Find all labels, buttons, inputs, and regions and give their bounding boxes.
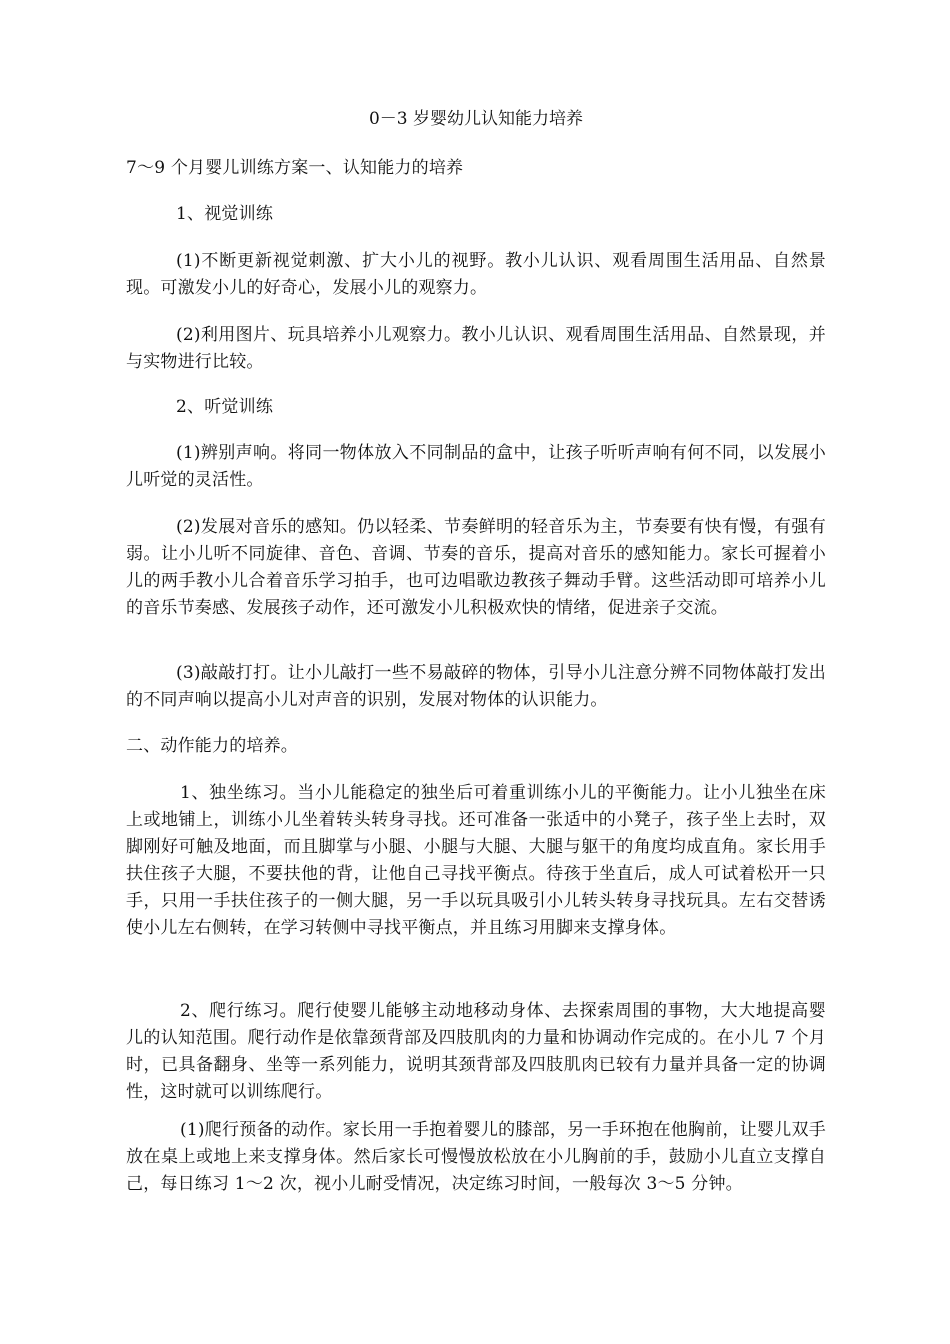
paragraph: 2、爬行练习。爬行使婴儿能够主动地移动身体、去探索周围的事物，大大地提高婴儿的认知范围。爬行动作是依靠颈背部及四肢肌肉的力量和协调动作完成的。在小儿 7 个月时，已具备翻身、坐等一系列能力，说明其颈背部及四肢肌肉已较有力量并具备一定的协调性，这时就可以训练爬行。 bbox=[126, 1001, 826, 1102]
paragraph: (3)敲敲打打。让小儿敲打一些不易敲碎的物体，引导小儿注意分辨不同物体敲打发出的不同声响以提高小儿对声音的识别，发展对物体的认识能力。 bbox=[126, 663, 826, 710]
paragraph: (2)利用图片、玩具培养小儿观察力。教小儿认识、观看周围生活用品、自然景现，并与实物进行比较。 bbox=[126, 325, 826, 372]
subsection-heading: 2、听觉训练 bbox=[176, 397, 274, 417]
paragraph: 1、独坐练习。当小儿能稳定的独坐后可着重训练小儿的平衡能力。让小儿独坐在床上或地铺上，训练小儿坐着转头转身寻找。还可准备一张适中的小凳子，孩子坐上去时，双脚刚好可触及地面，而且脚掌与小腿、小腿与大腿、大腿与躯干的角度均成直角。家长用手扶住孩子大腿，不要扶他的背，让他自己寻找平衡点。待孩于坐直后，成人可试着松开一只手，只用一手扶住孩子的一侧大腿，另一手以玩具吸引小儿转头转身寻找玩具。左右交替诱使小儿左右侧转，在学习转侧中寻找平衡点，并且练习用脚来支撑身体。 bbox=[126, 783, 826, 938]
paragraph: (1)爬行预备的动作。家长用一手抱着婴儿的膝部，另一手环抱在他胸前，让婴儿双手放在桌上或地上来支撑身体。然后家长可慢慢放松放在小儿胸前的手，鼓励小儿直立支撑自己，每日练习 1～2 次，视小儿耐受情况，决定练习时间，一般每次 3～5 分钟。 bbox=[126, 1120, 826, 1194]
paragraph: (2)发展对音乐的感知。仍以轻柔、节奏鲜明的轻音乐为主，节奏要有快有慢，有强有弱。让小儿听不同旋律、音色、音调、节奏的音乐，提高对音乐的感知能力。家长可握着小儿的两手教小儿合着音乐学习拍手，也可边唱歌边教孩子舞动手臂。这些活动即可培养小儿的音乐节奏感、发展孩子动作，还可激发小儿积极欢快的情绪，促进亲子交流。 bbox=[126, 517, 826, 618]
section-heading: 二、动作能力的培养。 bbox=[126, 736, 298, 756]
subsection-heading: 1、视觉训练 bbox=[176, 204, 274, 224]
paragraph: (1)辨别声响。将同一物体放入不同制品的盒中，让孩子听听声响有何不同，以发展小儿听觉的灵活性。 bbox=[126, 443, 826, 490]
document-title: 0－3 岁婴幼儿认知能力培养 bbox=[368, 109, 584, 129]
section-heading: 7～9 个月婴儿训练方案一、认知能力的培养 bbox=[126, 158, 464, 178]
paragraph: (1)不断更新视觉刺激、扩大小儿的视野。教小儿认识、观看周围生活用品、自然景现。可激发小儿的好奇心，发展小儿的观察力。 bbox=[126, 251, 826, 298]
